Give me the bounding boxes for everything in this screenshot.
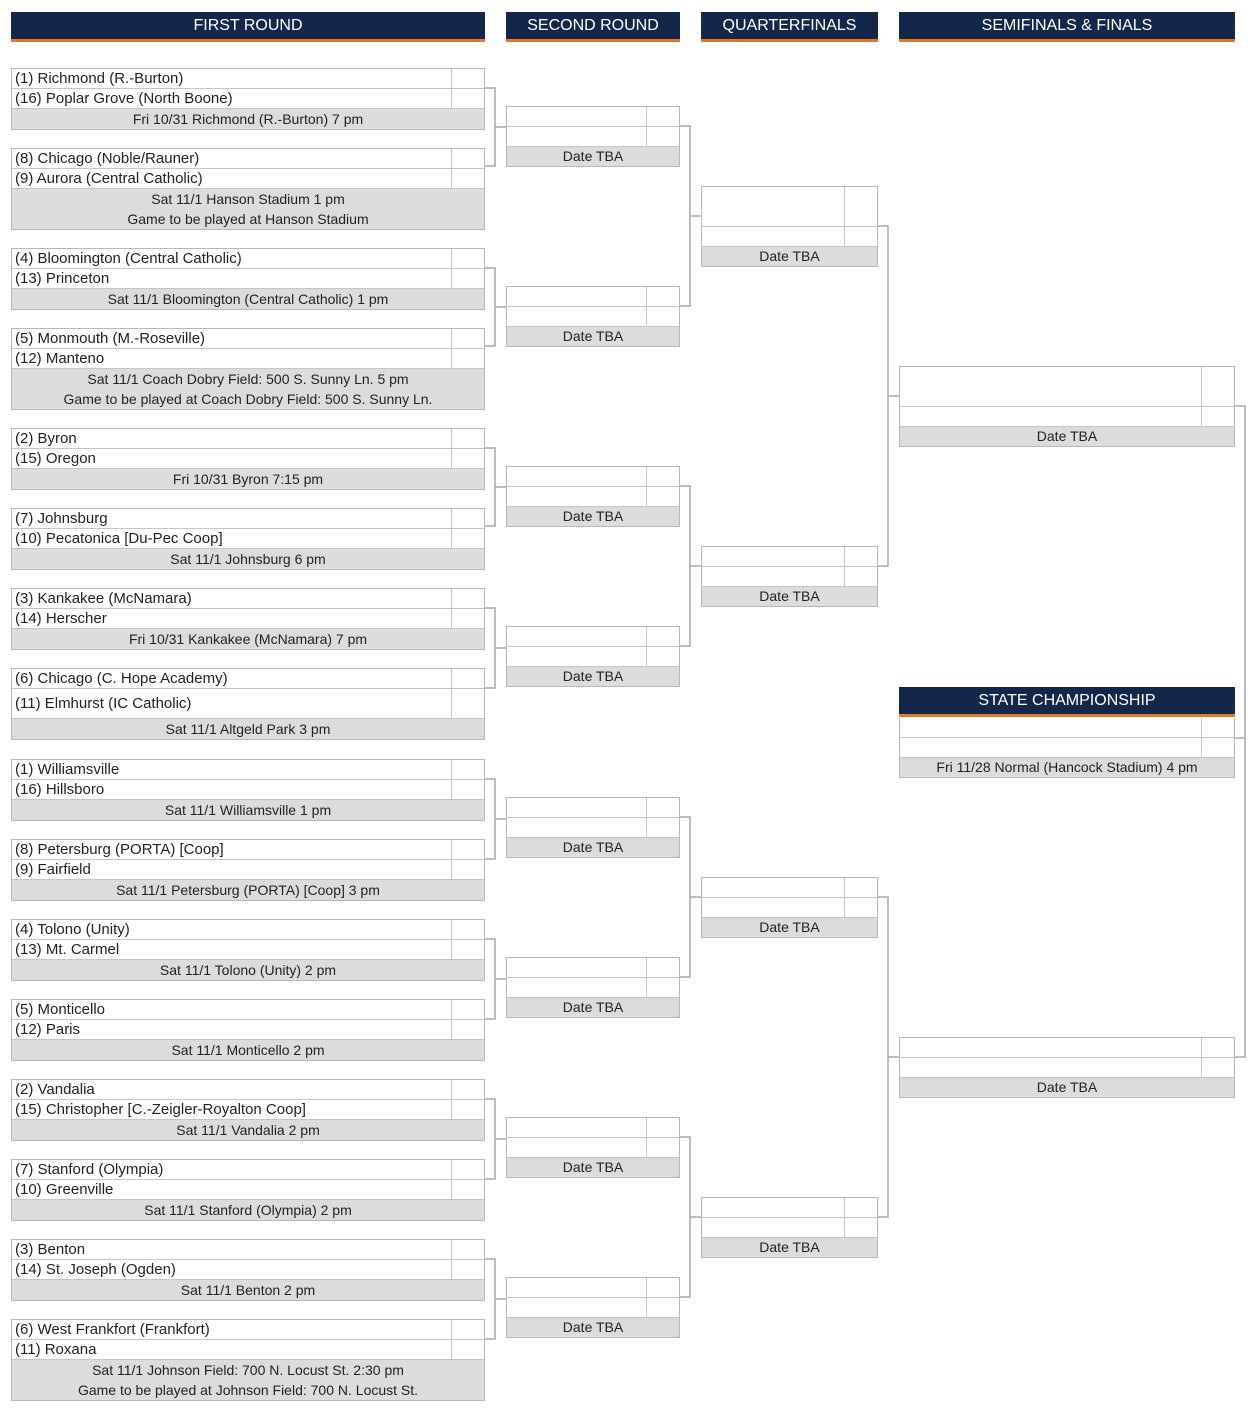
score-cell [451,920,484,939]
first-round-game [11,839,485,901]
bracket-connector [485,608,506,688]
second-round-game [506,626,680,687]
semifinal-game [899,1037,1235,1098]
team-name: (12) Paris [15,1021,81,1038]
bracket-connector [680,817,701,977]
score-cell [451,449,484,468]
game-info-line: Sat 11/1 Bloomington (Central Catholic) 1 pm [107,291,389,307]
quarterfinal-game [701,1197,878,1258]
score-cell [451,860,484,879]
date-tba: Date TBA [702,918,877,937]
team-name: (13) Mt. Carmel [15,941,120,958]
date-tba: Date TBA [900,1078,1234,1097]
score-cell [451,1080,484,1099]
bracket-connector [878,226,899,566]
first-round-game [11,999,485,1061]
championship-info: Fri 11/28 Normal (Hancock Stadium) 4 pm [900,758,1234,777]
team-name: (4) Tolono (Unity) [15,921,130,938]
team-name: (10) Greenville [15,1181,114,1198]
bracket-connector [485,939,506,1019]
game-info-line: Sat 11/1 Vandalia 2 pm [176,1122,320,1138]
game-location-note: Game to be played at Coach Dobry Field: 500 S. Sunny Ln. [63,391,433,407]
team-name: (7) Stanford (Olympia) [15,1161,164,1178]
team-name: (9) Aurora (Central Catholic) [15,170,203,187]
score-cell [451,149,484,168]
first-round-game [11,1159,485,1221]
team-name: (14) Herscher [15,610,107,627]
bracket-connector [680,486,701,646]
game-info-line: Sat 11/1 Johnson Field: 700 N. Locust St. 2:30 pm [92,1362,404,1378]
game-info-line: Sat 11/1 Johnsburg 6 pm [170,551,326,567]
score-cell [451,69,484,88]
score-cell [451,1240,484,1259]
first-round-game [11,428,485,490]
game-info-line: Sat 11/1 Williamsville 1 pm [164,802,332,818]
team-name: (16) Poplar Grove (North Boone) [15,90,233,107]
semifinal-game [899,366,1235,447]
team-name: (12) Manteno [15,350,105,367]
quarterfinal-game [701,877,878,938]
semifinals-finals-header: SEMIFINALS & FINALS [899,12,1235,42]
score-cell [451,609,484,628]
first-round-game [11,1319,485,1401]
team-name: (8) Petersburg (PORTA) [Coop] [15,841,224,858]
score-cell [451,1260,484,1279]
first-round-game [11,68,485,130]
score-cell [451,760,484,779]
first-round-game [11,148,485,230]
game-info-line: Sat 11/1 Hanson Stadium 1 pm [151,191,345,207]
score-cell [451,349,484,368]
championship-game [899,718,1235,778]
team-name: (16) Hillsboro [15,781,105,798]
bracket-connector [485,448,506,526]
score-cell [451,429,484,448]
date-tba: Date TBA [507,1158,679,1177]
bracket-connector [485,779,506,859]
first-round-game [11,328,485,410]
score-cell [451,780,484,799]
team-name: (3) Benton [15,1241,86,1258]
game-info [12,719,484,739]
game-info [12,800,484,820]
date-tba: Date TBA [702,587,877,606]
bracket-connector [485,1259,506,1339]
game-info [12,1200,484,1220]
bracket-connector [680,126,701,306]
quarterfinals-header: QUARTERFINALS [701,12,878,42]
team-name: (14) St. Joseph (Ogden) [15,1261,176,1278]
quarterfinal-game [701,546,878,607]
team-name: (9) Fairfield [15,861,91,878]
team-name: (15) Christopher [C.-Zeigler-Royalton Coop] [15,1101,306,1118]
game-location-note: Game to be played at Johnson Field: 700 N. Locust St. [77,1382,419,1398]
game-info [12,880,484,900]
game-location-note: Game to be played at Hanson Stadium [127,211,369,227]
first-round-game [11,248,485,310]
team-name: (3) Kankakee (McNamara) [15,590,192,607]
first-round-game [11,1239,485,1301]
bracket-connector [485,88,506,166]
bracket-connector [680,1137,701,1297]
quarterfinal-game [701,186,878,267]
date-tba: Date TBA [507,507,679,526]
second-round-game [506,1277,680,1338]
team-name: (6) West Frankfort (Frankfort) [15,1321,210,1338]
team-name: (6) Chicago (C. Hope Academy) [15,670,228,687]
game-info-line: Sat 11/1 Altgeld Park 3 pm [165,721,331,737]
game-info [12,1040,484,1060]
team-name: (2) Vandalia [15,1081,95,1098]
score-cell [451,840,484,859]
date-tba: Date TBA [900,427,1234,446]
game-info-line: Fri 10/31 Kankakee (McNamara) 7 pm [128,631,368,647]
bracket-connector [485,1099,506,1179]
game-info-line: Fri 10/31 Byron 7:15 pm [172,471,324,487]
game-info [12,1120,484,1140]
second-round-game [506,106,680,167]
first-round-game [11,508,485,570]
bracket-connector [485,268,506,346]
team-name: (4) Bloomington (Central Catholic) [15,250,242,267]
game-info [12,549,484,569]
second-round-header: SECOND ROUND [506,12,680,42]
game-info [12,960,484,980]
second-round-game [506,466,680,527]
game-info-line: Sat 11/1 Stanford (Olympia) 2 pm [144,1202,352,1218]
date-tba: Date TBA [507,667,679,686]
game-info-line: Sat 11/1 Monticello 2 pm [171,1042,325,1058]
team-name: (2) Byron [15,430,77,447]
date-tba: Date TBA [507,838,679,857]
score-cell [451,1100,484,1119]
game-info [12,469,484,489]
score-cell [451,940,484,959]
score-cell [451,669,484,688]
game-info [12,109,484,129]
team-name: (15) Oregon [15,450,96,467]
game-info [12,1360,484,1400]
score-cell [451,1320,484,1339]
game-info-line: Sat 11/1 Petersburg (PORTA) [Coop] 3 pm [116,882,380,898]
score-cell [451,269,484,288]
game-info-line: Fri 10/31 Richmond (R.-Burton) 7 pm [132,111,364,127]
game-info [12,1280,484,1300]
team-name: (8) Chicago (Noble/Rauner) [15,150,200,167]
score-cell [451,589,484,608]
date-tba: Date TBA [507,147,679,166]
team-name: (5) Monticello [15,1001,106,1018]
team-name: (5) Monmouth (M.-Roseville) [15,330,206,347]
score-cell [451,529,484,548]
date-tba: Date TBA [507,327,679,346]
team-name: (11) Elmhurst (IC Catholic) [15,695,192,712]
date-tba: Date TBA [702,247,877,266]
score-cell [451,329,484,348]
first-round-game [11,759,485,821]
team-name: (1) Richmond (R.-Burton) [15,70,184,87]
state-championship-header: STATE CHAMPIONSHIP [899,687,1235,717]
date-tba: Date TBA [507,1318,679,1337]
game-info [12,629,484,649]
second-round-game [506,797,680,858]
second-round-game [506,286,680,347]
second-round-game [506,1117,680,1178]
score-cell [451,249,484,268]
team-name: (13) Princeton [15,270,110,287]
date-tba: Date TBA [702,1238,877,1257]
score-cell [451,509,484,528]
date-tba: Date TBA [507,998,679,1017]
score-cell [451,1020,484,1039]
team-name: (1) Williamsville [15,761,120,778]
second-round-game [506,957,680,1018]
team-name: (11) Roxana [15,1341,97,1358]
score-cell [451,1180,484,1199]
first-round-game [11,588,485,650]
game-info [12,369,484,409]
score-cell [451,1000,484,1019]
team-name: (7) Johnsburg [15,510,108,527]
first-round-header: FIRST ROUND [11,12,485,42]
game-info [12,289,484,309]
score-cell [451,1340,484,1359]
bracket-connector [1235,406,1245,1057]
game-info [12,189,484,229]
score-cell [451,169,484,188]
game-info-line: Sat 11/1 Coach Dobry Field: 500 S. Sunny Ln. 5 pm [87,371,409,387]
first-round-game [11,919,485,981]
game-info-line: Sat 11/1 Tolono (Unity) 2 pm [159,962,337,978]
game-info-line: Sat 11/1 Benton 2 pm [180,1282,316,1298]
bracket-connector [878,897,899,1217]
score-cell [451,689,484,718]
score-cell [451,1160,484,1179]
team-name: (10) Pecatonica [Du-Pec Coop] [15,530,223,547]
first-round-game [11,1079,485,1141]
score-cell [451,89,484,108]
first-round-game [11,668,485,740]
